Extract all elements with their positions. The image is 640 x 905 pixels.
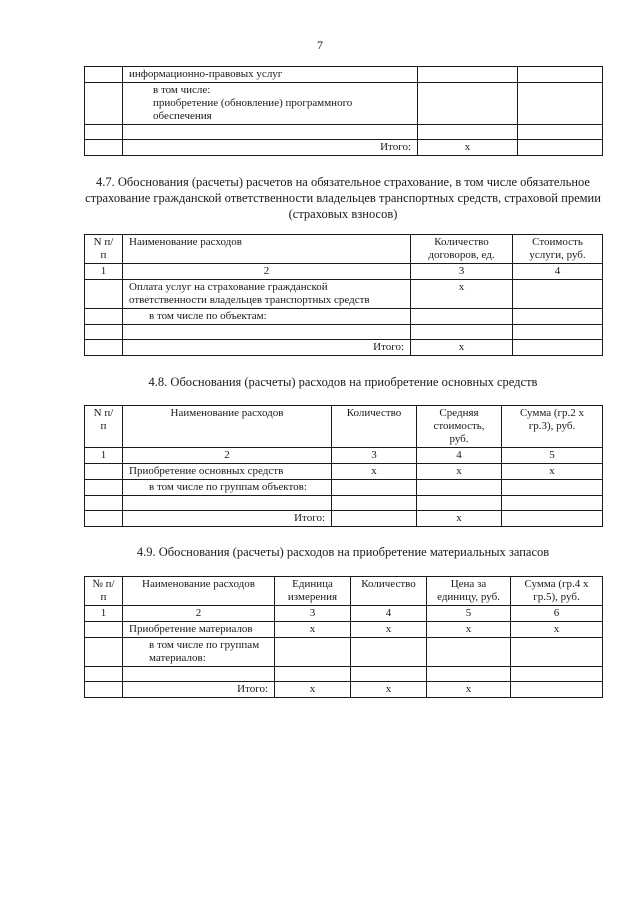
page-number: 7 (317, 38, 323, 52)
table-total-row (85, 140, 603, 156)
table-row (85, 325, 603, 340)
header-name: Наименование расходов (123, 406, 332, 448)
total-label: Итого: (123, 511, 332, 527)
row-count: х (411, 280, 513, 309)
header-count: Количество договоров, ед. (411, 235, 513, 264)
table-total-row (85, 682, 603, 698)
col-num: 2 (123, 606, 275, 622)
total-value: х (418, 140, 518, 156)
total-price: х (427, 682, 511, 698)
row-qty: х (351, 622, 427, 638)
row-price: х (427, 622, 511, 638)
table-total-row (85, 511, 603, 527)
col-num: 4 (351, 606, 427, 622)
total-label: Итого: (123, 340, 411, 356)
row-name: в том числе по группам объектов: (123, 480, 332, 496)
row-sum: х (511, 622, 603, 638)
row-name: в том числе по группам материалов: (123, 638, 275, 667)
header-price: Цена за единицу, руб. (427, 577, 511, 606)
header-num: № п/п (85, 577, 123, 606)
col-num: 3 (332, 448, 417, 464)
col-num: 3 (411, 264, 513, 280)
row-name: Приобретение материалов (123, 622, 275, 638)
row-sum: х (502, 464, 603, 480)
table-row (85, 480, 603, 496)
total-qty: х (351, 682, 427, 698)
row-name-line: приобретение (обновление) программного (153, 97, 353, 109)
column-numbers-row (85, 606, 603, 622)
col-num: 2 (123, 448, 332, 464)
row-avg: х (417, 464, 502, 480)
header-num: N п/п (85, 406, 123, 448)
col-num: 3 (275, 606, 351, 622)
row-name: в том числе по объектам: (123, 309, 411, 325)
header-sum: Сумма (гр.4 х гр.5), руб. (511, 577, 603, 606)
table-row (85, 67, 603, 83)
table-row (85, 280, 603, 309)
col-num: 1 (85, 448, 123, 464)
row-qty: х (332, 464, 417, 480)
header-name: Наименование расходов (123, 577, 275, 606)
table-header-row (85, 235, 603, 264)
row-name-line: в том числе: (153, 84, 211, 96)
table-row (85, 667, 603, 682)
col-num: 4 (513, 264, 603, 280)
table-4-7 (84, 234, 603, 356)
col-num: 1 (85, 606, 123, 622)
col-num: 2 (123, 264, 411, 280)
total-count: х (411, 340, 513, 356)
table-header-row (85, 406, 603, 448)
column-numbers-row (85, 264, 603, 280)
section-heading-4-7: 4.7. Обоснования (расчеты) расчетов на обязательное страхование, в том числе обязательное страхование гражданской ответственности владельцев транспортных средств, страховой премии (страховых взносов) (85, 175, 601, 221)
table-row (85, 464, 603, 480)
col-num: 4 (417, 448, 502, 464)
row-name: Оплата услуг на страхование гражданской ответственности владельцев транспортных средств (123, 280, 411, 309)
total-label: Итого: (123, 682, 275, 698)
row-name-line: обеспечения (153, 110, 212, 122)
section-heading-4-8: 4.8. Обоснования (расчеты) расходов на приобретение основных средств (148, 375, 538, 389)
table-row (85, 83, 603, 125)
table-4-8 (84, 405, 603, 527)
table-top-continuation (84, 66, 603, 156)
table-row (85, 496, 603, 511)
total-label: Итого: (123, 140, 418, 156)
total-unit: х (275, 682, 351, 698)
row-name: Приобретение основных средств (123, 464, 332, 480)
header-qty: Количество (332, 406, 417, 448)
table-row (85, 638, 603, 667)
header-unit: Единица измерения (275, 577, 351, 606)
table-4-9 (84, 576, 603, 698)
table-row (85, 125, 603, 140)
table-total-row (85, 340, 603, 356)
column-numbers-row (85, 448, 603, 464)
header-num: N п/п (85, 235, 123, 264)
section-heading-4-9: 4.9. Обоснования (расчеты) расходов на приобретение материальных запасов (136, 545, 550, 559)
header-avg: Средняя стоимость, руб. (417, 406, 502, 448)
col-num: 5 (502, 448, 603, 464)
row-name: информационно-правовых услуг (123, 67, 418, 83)
col-num: 5 (427, 606, 511, 622)
header-sum: Сумма (гр.2 х гр.3), руб. (502, 406, 603, 448)
header-qty: Количество (351, 577, 427, 606)
col-num: 6 (511, 606, 603, 622)
table-header-row (85, 577, 603, 606)
row-unit: х (275, 622, 351, 638)
table-row (85, 622, 603, 638)
header-cost: Стоимость услуги, руб. (513, 235, 603, 264)
table-row (85, 309, 603, 325)
total-avg: х (417, 511, 502, 527)
col-num: 1 (85, 264, 123, 280)
header-name: Наименование расходов (123, 235, 411, 264)
